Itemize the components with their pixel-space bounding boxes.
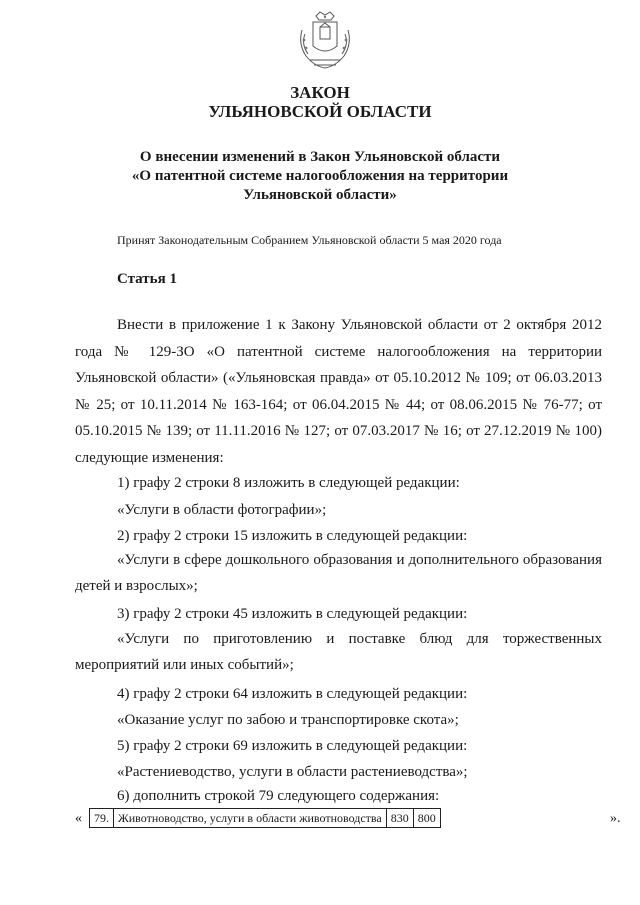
- law-subject-line-3: Ульяновской области»: [243, 187, 397, 203]
- amendment-item-2: 2) графу 2 строки 15 изложить в следующей редакции:: [117, 528, 468, 544]
- article-intro-text: Внести в приложение 1 к Закону Ульяновской области от 2 октября 2012 года № 129-ЗО «О патентной системе налогообложения на территории Ульяновской области» («Ульяновская правда» от 05.10.2012 № 109; от 06.03.2013 № 25; от 10.11.2014 № 163-164; от 06.04.2015 № 44; от 08.06.2015 № 76-77; от 05.10.2015 № 139; от 11.11.2016 № 127; от 07.03.2017 № 16; от 27.12.2019 № 100) следующие изменения:: [75, 317, 602, 466]
- article-title: Статья 1: [117, 271, 177, 287]
- amendment-item-3: 3) графу 2 строки 45 изложить в следующей редакции:: [117, 606, 468, 622]
- amendment-item-6: 6) дополнить строкой 79 следующего содержания:: [117, 788, 440, 804]
- adoption-note: Принят Законодательным Собранием Ульяновской области 5 мая 2020 года: [117, 233, 502, 247]
- amendment-item-5: 5) графу 2 строки 69 изложить в следующей редакции:: [117, 738, 468, 754]
- law-subject-line-1: О внесении изменений в Закон Ульяновской области: [139, 149, 501, 165]
- tax-table: [89, 808, 441, 828]
- table-open-quote: «: [75, 811, 82, 826]
- law-subject: [0, 148, 640, 205]
- amendment-text-1: «Услуги в области фотографии»;: [117, 502, 327, 518]
- table-cell-value-1: 830: [386, 809, 413, 828]
- amendment-text-3-body: «Услуги по приготовлению и поставке блюд для торжественных мероприятий или иных событий»;: [75, 631, 602, 673]
- law-title-line-1: ЗАКОН: [290, 83, 350, 102]
- amendment-text-3: [75, 626, 602, 678]
- amendment-item-1: 1) графу 2 строки 8 изложить в следующей редакции:: [117, 475, 460, 491]
- table-cell-value-2: 800: [413, 809, 440, 828]
- table-cell-number: 79.: [90, 809, 114, 828]
- law-title-line-2: УЛЬЯНОВСКОЙ ОБЛАСТИ: [208, 102, 432, 121]
- amendment-text-2-body: «Услуги в сфере дошкольного образования и дополнительного образования детей и взрослых»;: [75, 552, 602, 594]
- law-subject-line-2: «О патентной системе налогообложения на территории: [131, 168, 509, 184]
- amendment-item-4: 4) графу 2 строки 64 изложить в следующей редакции:: [117, 686, 468, 702]
- table-row: [90, 809, 441, 828]
- coat-of-arms-emblem: [296, 10, 354, 72]
- table-cell-activity: Животноводство, услуги в области животноводства: [114, 809, 387, 828]
- law-title: [0, 83, 640, 121]
- amendment-text-2: [75, 547, 602, 599]
- article-intro-paragraph: [75, 312, 602, 471]
- amendment-text-5: «Растениеводство, услуги в области растениеводства»;: [117, 764, 468, 780]
- amendment-text-4: «Оказание услуг по забою и транспортировке скота»;: [117, 712, 459, 728]
- table-close-quote: ».: [610, 811, 621, 826]
